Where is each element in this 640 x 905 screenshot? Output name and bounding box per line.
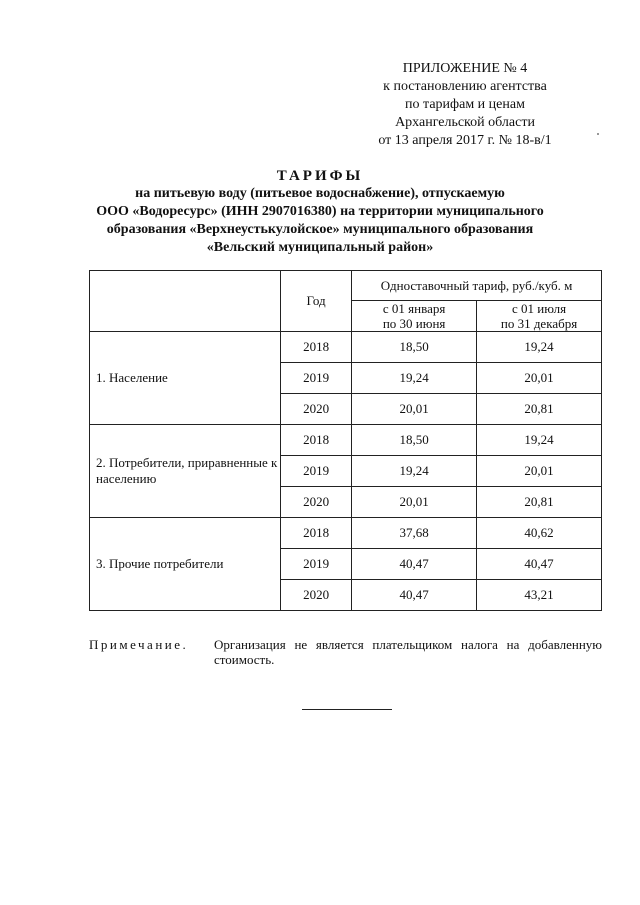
year-cell: 2020	[280, 394, 351, 425]
footnote-text: Организация не является плательщиком налога на добавленную стоимость.	[214, 637, 602, 667]
tariff-cell: 20,01	[477, 363, 602, 394]
period-2-end: по 31 декабря	[500, 316, 578, 331]
tariff-cell: 20,01	[352, 394, 477, 425]
tariff-cell: 43,21	[477, 580, 602, 611]
tariff-cell: 37,68	[352, 518, 477, 549]
tariff-cell: 20,01	[477, 456, 602, 487]
header-category	[90, 271, 281, 332]
tariff-cell: 40,47	[477, 549, 602, 580]
year-cell: 2019	[280, 549, 351, 580]
footnote-label: Примечание.	[89, 637, 189, 652]
appendix-line: по тарифам и ценам	[405, 97, 525, 112]
category-cell: 3. Прочие потребители	[90, 518, 281, 611]
period-1-end: по 30 июня	[382, 316, 446, 331]
title-line: на питьевую воду (питьевое водоснабжение), отпускаемую	[135, 186, 505, 201]
appendix-line: к постановлению агентства	[383, 79, 547, 94]
category-cell: 2. Потребители, приравненные к населению	[90, 425, 281, 518]
title-heading: ТАРИФЫ	[276, 168, 364, 184]
tariff-cell: 19,24	[352, 363, 477, 394]
tariff-cell: 19,24	[477, 425, 602, 456]
tariff-cell: 18,50	[352, 425, 477, 456]
header-tariff: Одноставочный тариф, руб./куб. м	[352, 271, 602, 301]
title-line: образования «Верхнеустькулойское» муниципального образования	[106, 222, 534, 237]
document-title	[60, 167, 580, 257]
table-row	[90, 425, 602, 456]
year-cell: 2019	[280, 456, 351, 487]
title-line: «Вельский муниципальный район»	[206, 240, 434, 255]
tariff-cell: 19,24	[352, 456, 477, 487]
scan-speck	[597, 133, 599, 135]
tariff-table	[89, 270, 602, 611]
tariff-cell: 20,01	[352, 487, 477, 518]
closing-rule	[302, 709, 392, 710]
period-2-start: с 01 июля	[511, 301, 567, 316]
appendix-line: Архангельской области	[395, 115, 535, 130]
appendix-date: от 13 апреля 2017 г. № 18-в/1	[378, 133, 552, 148]
year-cell: 2020	[280, 487, 351, 518]
tariff-cell: 40,62	[477, 518, 602, 549]
period-1-start: с 01 января	[382, 301, 446, 316]
footnote	[89, 637, 602, 667]
tariff-cell: 20,81	[477, 487, 602, 518]
year-cell: 2018	[280, 425, 351, 456]
appendix-number: ПРИЛОЖЕНИЕ № 4	[402, 61, 528, 76]
year-cell: 2018	[280, 518, 351, 549]
tariff-cell: 20,81	[477, 394, 602, 425]
header-period-1	[352, 301, 477, 332]
year-cell: 2020	[280, 580, 351, 611]
category-cell: 1. Население	[90, 332, 281, 425]
table-row	[90, 518, 602, 549]
tariff-cell: 40,47	[352, 549, 477, 580]
header-period-2	[477, 301, 602, 332]
year-cell: 2019	[280, 363, 351, 394]
header-year: Год	[280, 271, 351, 332]
tariff-cell: 40,47	[352, 580, 477, 611]
tariff-cell: 19,24	[477, 332, 602, 363]
tariff-cell: 18,50	[352, 332, 477, 363]
appendix-header	[360, 60, 570, 150]
title-line: ООО «Водоресурс» (ИНН 2907016380) на территории муниципального	[96, 204, 544, 219]
table-row	[90, 332, 602, 363]
year-cell: 2018	[280, 332, 351, 363]
